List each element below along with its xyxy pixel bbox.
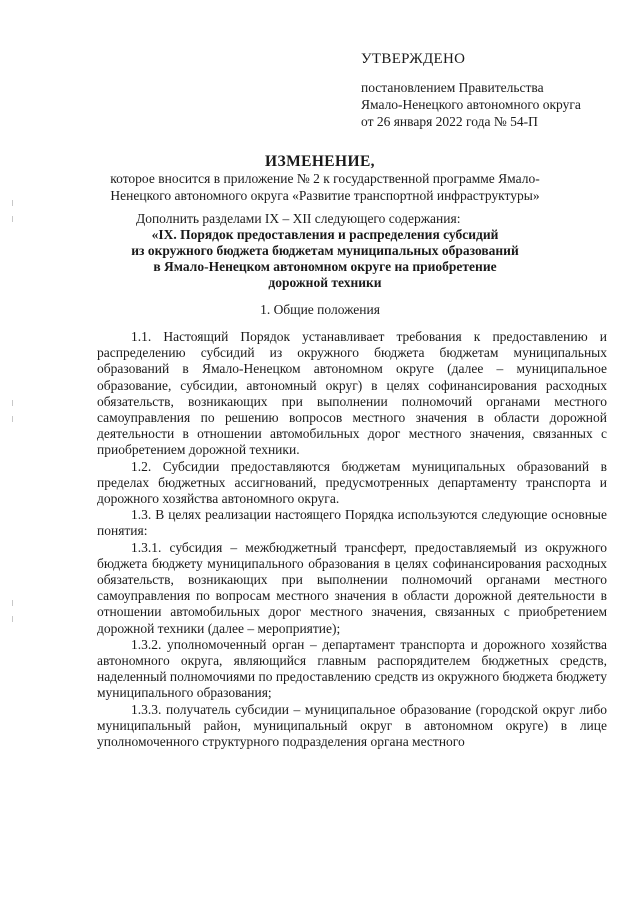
body-text [97, 329, 607, 750]
paragraph-1-3-2: 1.3.2. уполномоченный орган – департамент транспорта и дорожного хозяйства автономного округа, являющийся главным распорядителем бюджетных средств, наделенный полномочиями по предоставлению средств из окружного бюджета бюджету муниципального образования; [97, 636, 608, 701]
paragraph-1-1: 1.1. Настоящий Порядок устанавливает требования к предоставлению и распределению субсидий из окружного бюджета бюджетам муниципальных образований в Ямало-Ненецком автономном округе (далее – муниципальное образование, субсидии, автономный округ) в целях софинансирования расходных обязательств, возникающих при выполнении полномочий органами местного самоуправления по решению вопросов местного значения в области дорожной деятельности в отношении автомобильных дорог местного значения, связанных с приобретением дорожной техники. [97, 329, 607, 458]
scan-artifact [12, 616, 13, 622]
paragraph-1-2: 1.2. Субсидии предоставляются бюджетам муниципальных образований в пределах бюджетных ассигнований, предусмотренных департаменту транспорта и дорожного хозяйства автономного округа. [97, 458, 607, 507]
general-provisions-heading: 1. Общие положения [260, 302, 380, 317]
approval-block [361, 79, 581, 130]
section-title-line: из окружного бюджета бюджетам муниципальных образований [131, 243, 519, 258]
scan-artifact [12, 400, 13, 406]
document-title: ИЗМЕНЕНИЕ, [265, 153, 375, 170]
document-subtitle: которое вносится в приложение № 2 к государственной программе Ямало-Ненецкого автономного округа «Развитие транспортной инфраструктуры» [110, 171, 540, 203]
approval-line: постановлением Правительства [361, 80, 544, 95]
section-title-line: дорожной техники [268, 275, 382, 290]
supplement-line: Дополнить разделами IX – XII следующего содержания: [136, 211, 461, 226]
paragraph-1-3-1: 1.3.1. субсидия – межбюджетный трансферт, предоставляемый из окружного бюджета бюджету муниципального образования в целях софинансирования расходных обязательств, возникающих при выполнении полномочий органами местного самоуправления по вопросам местного значения в области дорожной деятельности в отношении автомобильных дорог местного значения, связанных с приобретением дорожной техники (далее – мероприятие); [97, 539, 607, 636]
paragraph-1-3: 1.3. В целях реализации настоящего Порядка используются следующие основные понятия: [97, 507, 607, 539]
scan-artifact [12, 200, 13, 206]
section-title [110, 227, 540, 291]
section-title-line: в Ямало-Ненецком автономном округе на приобретение [153, 259, 497, 274]
section-title-line: «IX. Порядок предоставления и распределения субсидий [151, 227, 499, 242]
approval-heading: УТВЕРЖДЕНО [361, 51, 466, 67]
scan-artifact [12, 600, 13, 606]
paragraph-1-3-3: 1.3.3. получатель субсидии – муниципальное образование (городской округ либо муниципальный район, муниципальный округ в автономном округе) в лице уполномоченного структурного подразделения органа местного [97, 701, 607, 750]
scan-artifact [12, 416, 13, 422]
scan-artifact [12, 216, 13, 222]
approval-line: от 26 января 2022 года № 54-П [361, 114, 538, 129]
approval-line: Ямало-Ненецкого автономного округа [361, 97, 581, 112]
